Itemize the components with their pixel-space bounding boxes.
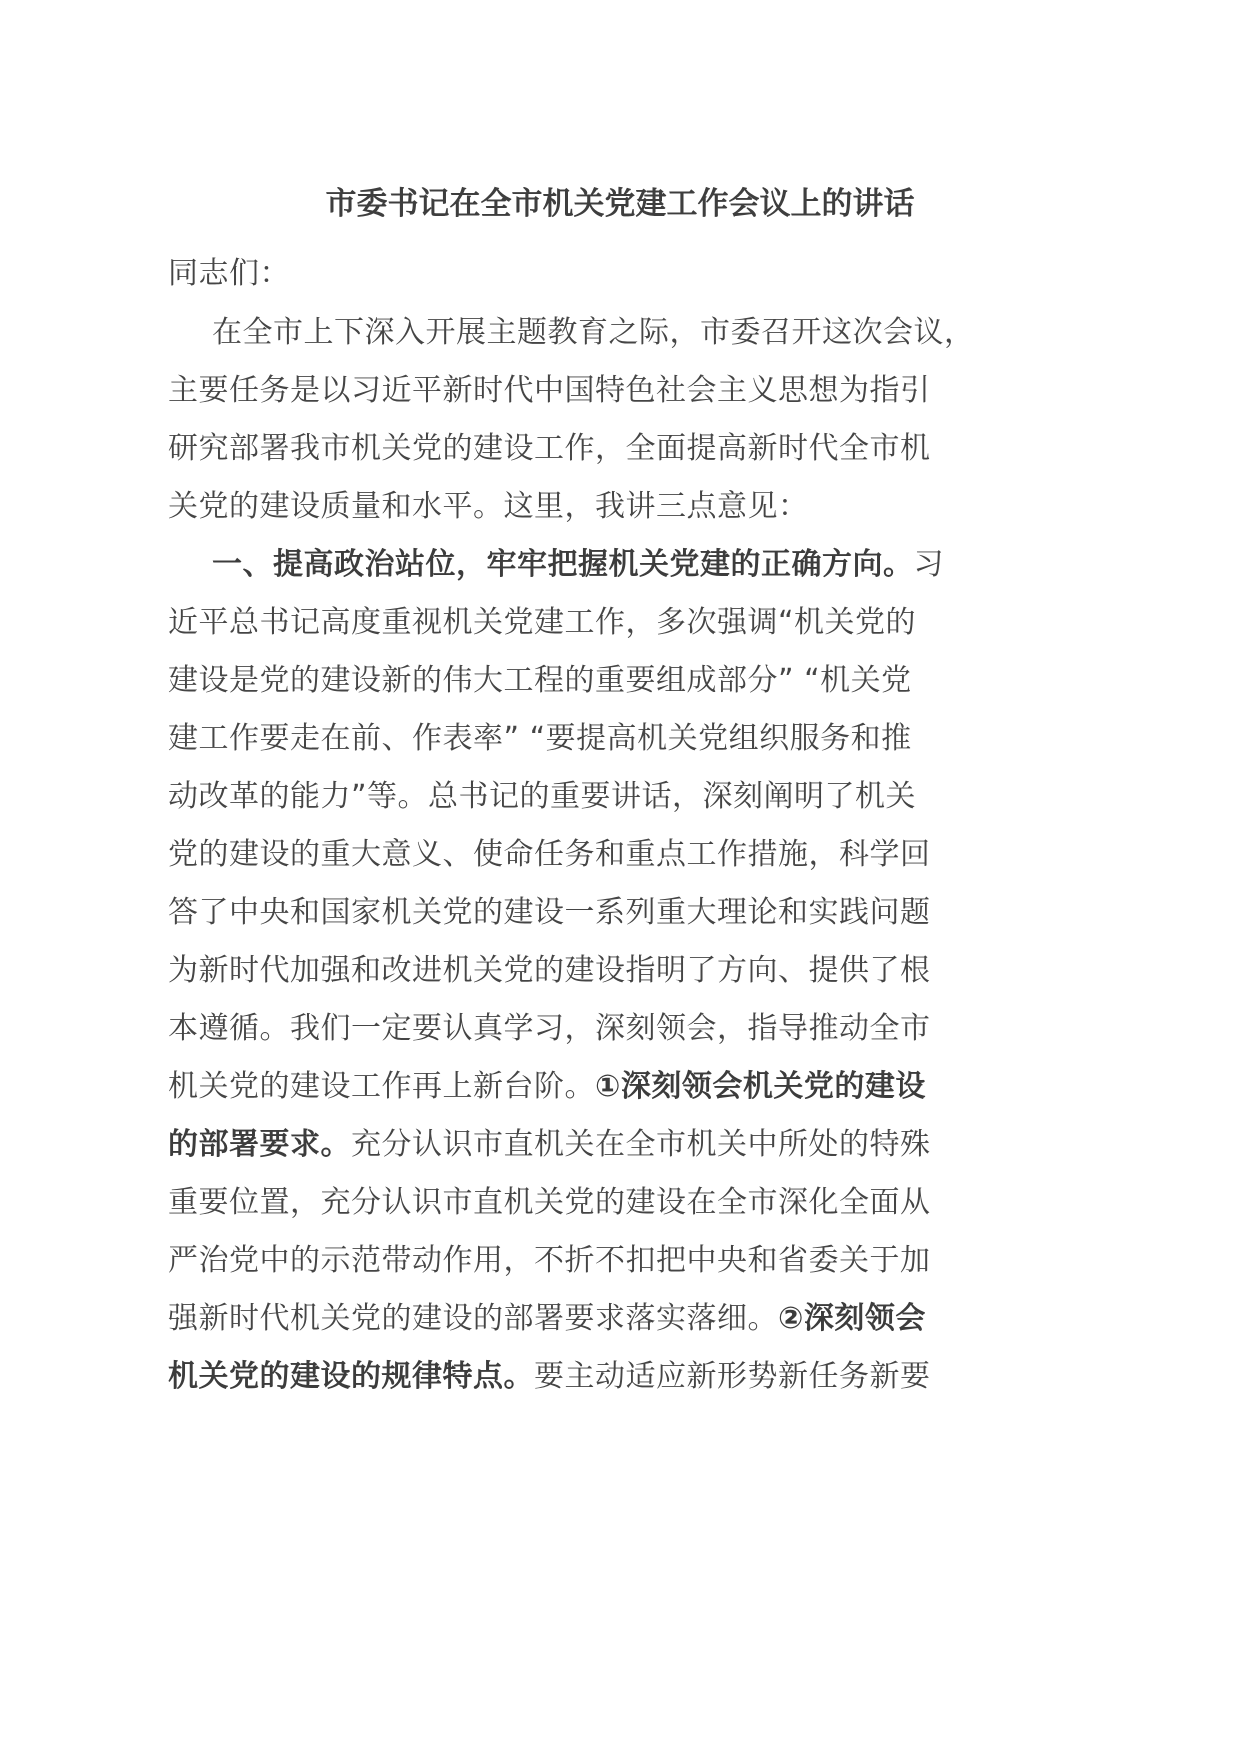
paragraph-line bbox=[168, 719, 968, 759]
document-title: 市委书记在全市机关党建工作会议上的讲话 bbox=[325, 186, 915, 222]
line-text: 机关党的建设工作再上新台阶。 bbox=[168, 1069, 595, 1104]
line-text: 强新时代机关党的建设的部署要求落实落细。 bbox=[168, 1301, 778, 1336]
paragraph-line bbox=[168, 429, 968, 469]
paragraph-line bbox=[168, 1125, 968, 1165]
subpoint-heading: 机关党的建设的规律特点。 bbox=[168, 1359, 534, 1394]
line-text: 答了中央和国家机关党的建设一系列重大理论和实践问题 bbox=[168, 895, 931, 930]
line-text: 充分认识市直机关在全市机关中所处的特殊 bbox=[351, 1127, 931, 1162]
paragraph-line bbox=[168, 371, 968, 411]
subpoint-heading: ②深刻领会 bbox=[778, 1301, 926, 1336]
line-text: 建设是党的建设新的伟大工程的重要组成部分” “机关党 bbox=[168, 663, 912, 698]
line-text: 动改革的能力”等。总书记的重要讲话，深刻阐明了机关 bbox=[168, 779, 917, 814]
paragraph-line bbox=[168, 603, 968, 643]
line-text: 本遵循。我们一定要认真学习，深刻领会，指导推动全市 bbox=[168, 1011, 931, 1046]
line-text: 研究部署我市机关党的建设工作，全面提高新时代全市机 bbox=[168, 431, 931, 466]
line-text: 习 bbox=[913, 547, 944, 582]
paragraph-line bbox=[168, 1067, 968, 1107]
line-text: 要主动适应新形势新任务新要 bbox=[534, 1359, 931, 1394]
line-text: 近平总书记高度重视机关党建工作，多次强调“机关党的 bbox=[168, 605, 917, 640]
line-text: 为新时代加强和改进机关党的建设指明了方向、提供了根 bbox=[168, 953, 931, 988]
line-text: 建工作要走在前、作表率” “要提高机关党组织服务和推 bbox=[168, 721, 912, 756]
line-text: 重要位置，充分认识市直机关党的建设在全市深化全面从 bbox=[168, 1185, 931, 1220]
line-text: 党的建设的重大意义、使命任务和重点工作措施，科学回 bbox=[168, 837, 931, 872]
paragraph-line bbox=[168, 951, 968, 991]
subpoint-heading: 的部署要求。 bbox=[168, 1127, 351, 1162]
subpoint-heading: ①深刻领会机关党的建设 bbox=[595, 1069, 926, 1104]
paragraph-line bbox=[168, 1357, 968, 1397]
paragraph-line bbox=[168, 1009, 968, 1049]
paragraph-line bbox=[168, 661, 968, 701]
line-text: 主要任务是以习近平新时代中国特色社会主义思想为指引 bbox=[168, 373, 931, 408]
paragraph-line bbox=[168, 777, 968, 817]
line-text: 在全市上下深入开展主题教育之际，市委召开这次会议， bbox=[212, 315, 975, 350]
salutation: 同志们： bbox=[168, 256, 290, 291]
paragraph-line bbox=[168, 1299, 968, 1339]
paragraph-line bbox=[168, 835, 968, 875]
section-heading-line bbox=[212, 545, 1012, 585]
line-text: 严治党中的示范带动作用，不折不扣把中央和省委关于加 bbox=[168, 1243, 931, 1278]
paragraph-line bbox=[168, 893, 968, 933]
paragraph-line bbox=[168, 1183, 968, 1223]
section-heading: 一、提高政治站位，牢牢把握机关党建的正确方向。 bbox=[212, 547, 914, 582]
paragraph-line bbox=[212, 313, 1012, 353]
line-text: 关党的建设质量和水平。这里，我讲三点意见： bbox=[168, 489, 809, 524]
paragraph-line bbox=[168, 487, 968, 527]
paragraph-line bbox=[168, 1241, 968, 1281]
